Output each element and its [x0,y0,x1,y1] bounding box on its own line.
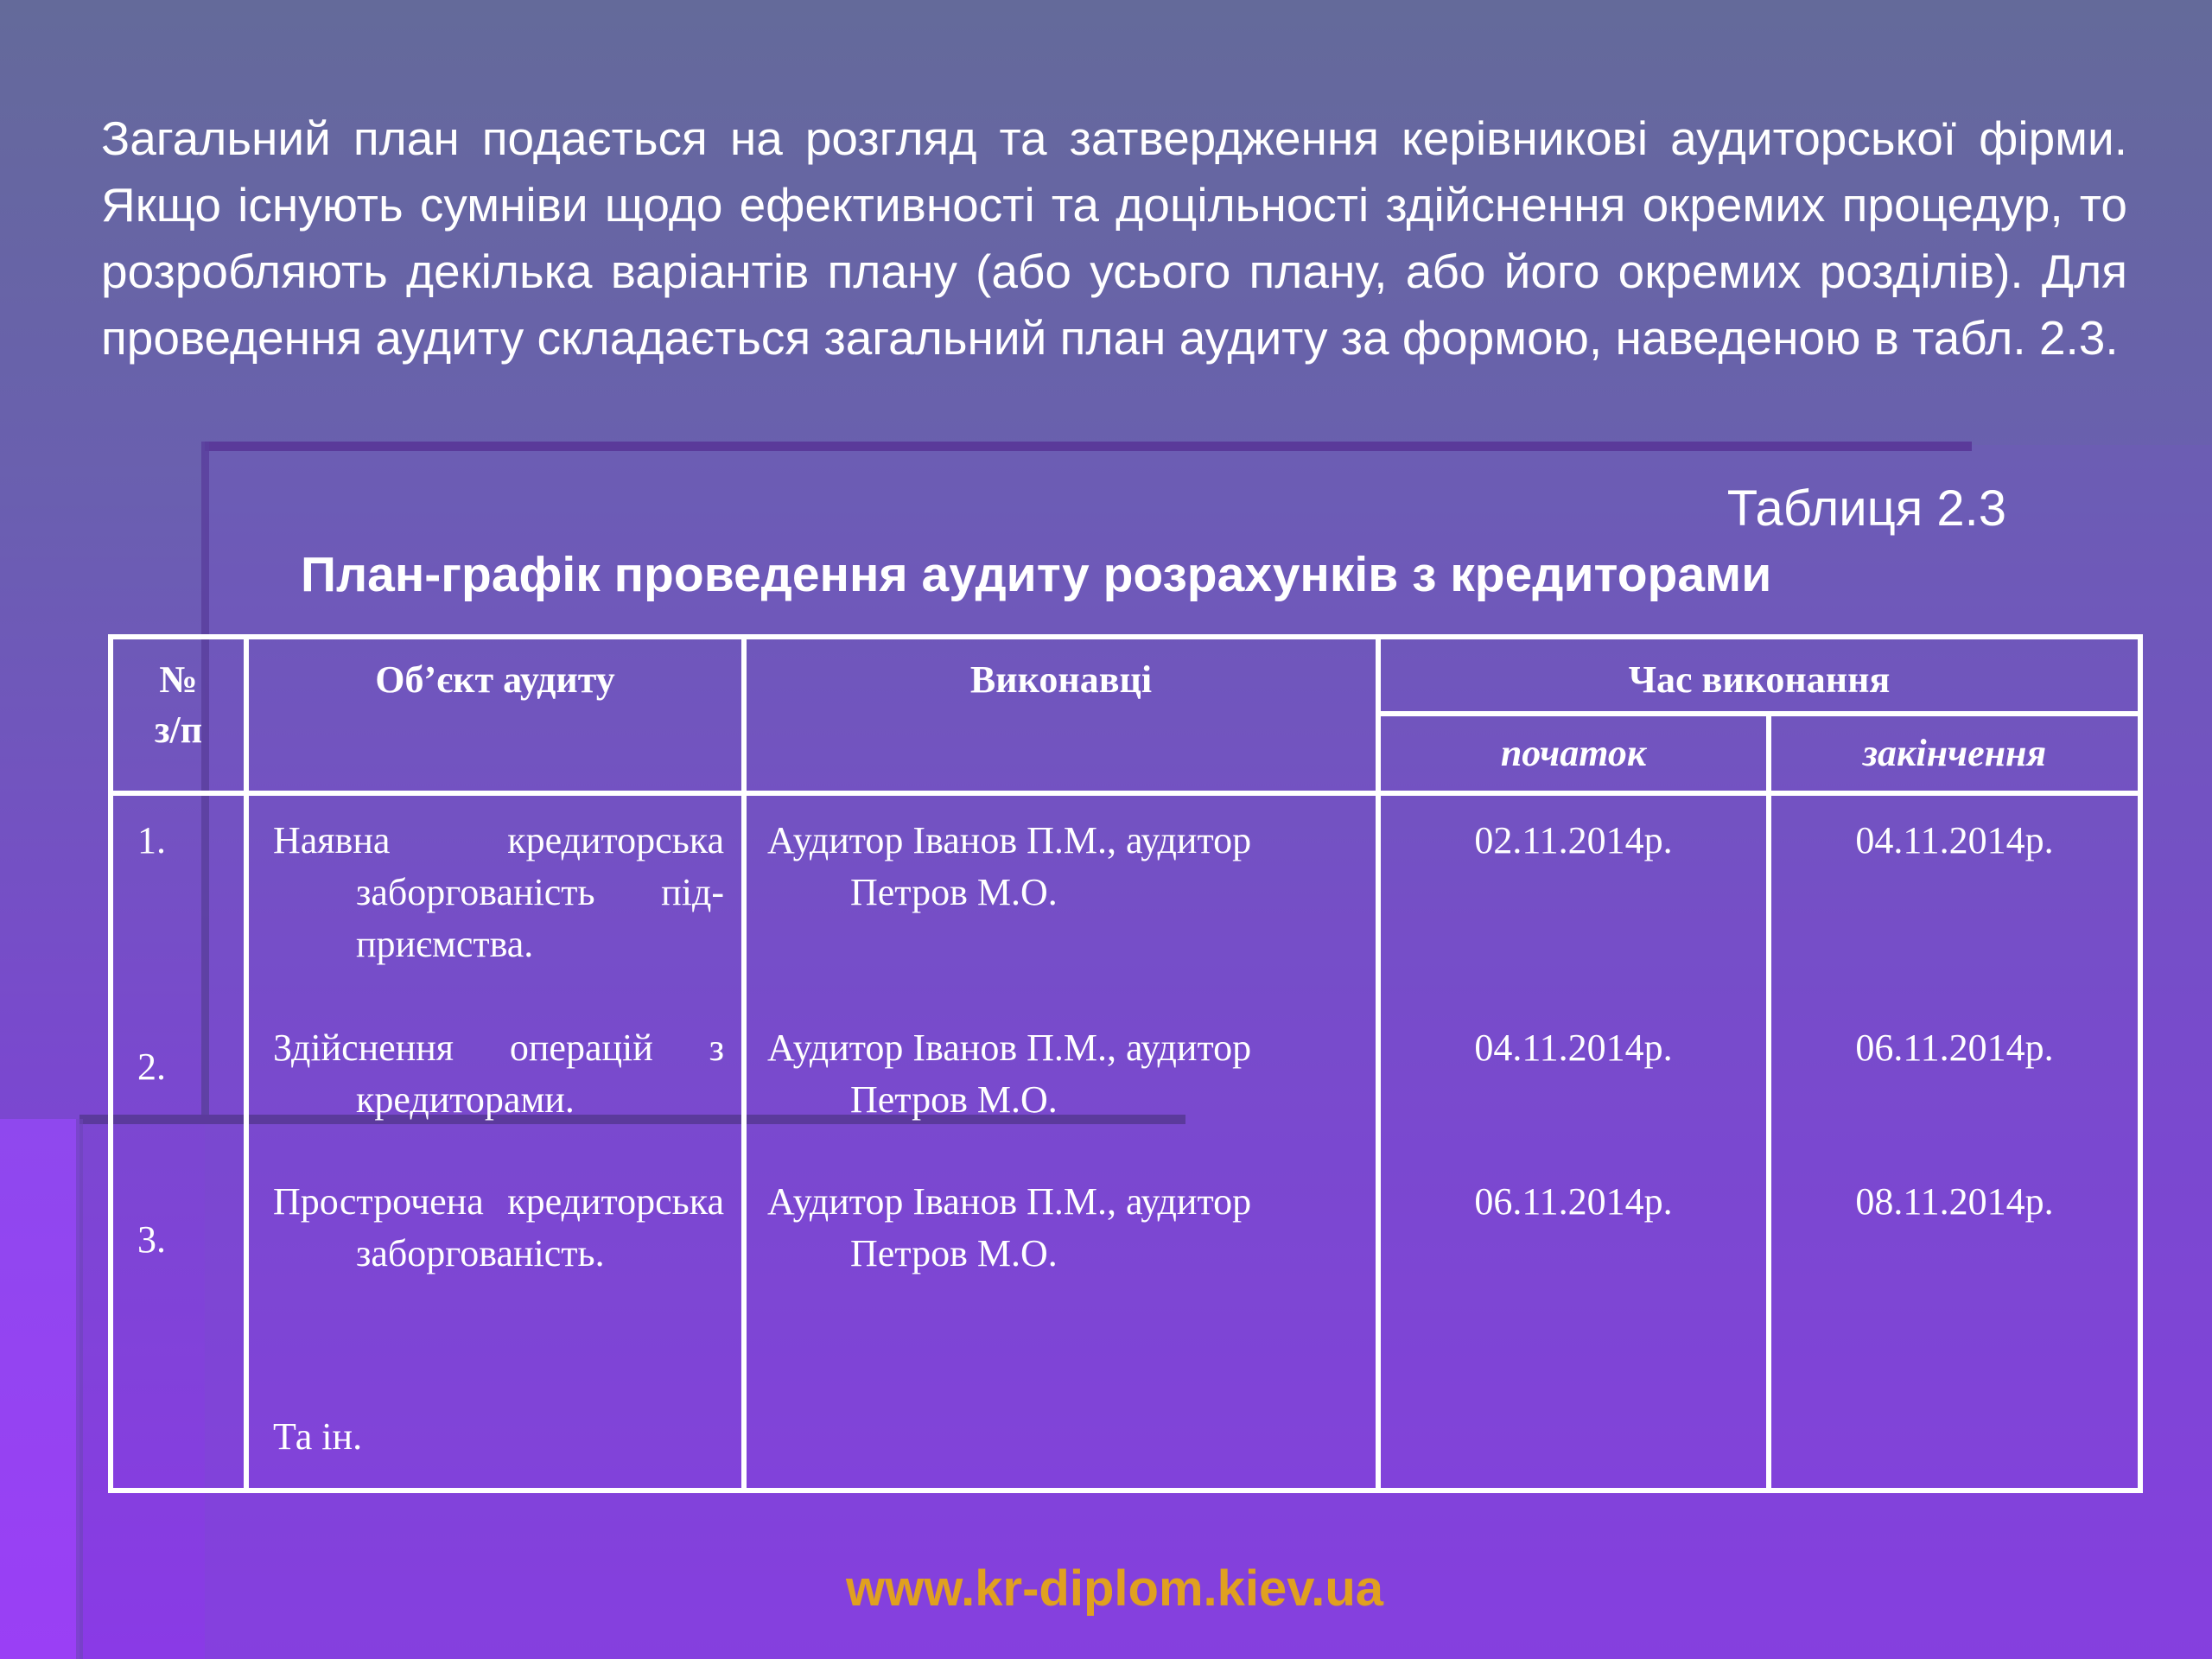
row-object-column [244,796,741,1488]
row-object: Наявна кредиторська заборгованість під-приємства. [273,819,724,965]
table-row [113,796,2138,1488]
row-object: Прострочена кредиторська заборгованість. [273,1180,724,1274]
row-start-column [1376,796,1766,1488]
header-num: № з/п [113,639,244,796]
row-num: 2. [137,1046,166,1088]
table-header-row [113,639,2138,716]
row-object: Здійснення операцій з кредиторами. [273,1027,724,1121]
table-title: План-графік проведення аудиту розрахунків з кредиторами [301,547,1772,602]
row-executors: Аудитор Іванов П.М., аудитор Петров М.О. [767,819,1252,913]
row-num: 1. [137,819,166,861]
header-time: Час виконання [1376,639,2138,716]
row-start-date: 02.11.2014р. [1474,819,1673,861]
row-executors: Аудитор Іванов П.М., аудитор Петров М.О. [767,1027,1252,1121]
row-num-column [113,796,244,1488]
row-end-date: 08.11.2014р. [1855,1180,2054,1223]
intro-paragraph: Загальний план подається на розгляд та затвердження керівникові аудиторської фірми. Якщо існують сумніви щодо ефективності та доцільності здійснення окремих процедур, то розробляють декілька варіантів плану (або усього плану, або його окремих розділів). Для проведення аудиту складається загальний план аудиту за формою, наведеною в табл. 2.3. [101,111,2127,365]
row-start-date: 06.11.2014р. [1474,1180,1673,1223]
row-executors-column [741,796,1376,1488]
decorative-line-top [205,442,1972,451]
row-etc: Та ін. [273,1415,363,1458]
row-end-date: 04.11.2014р. [1855,819,2054,861]
row-end-date: 06.11.2014р. [1855,1027,2054,1069]
header-object: Об’єкт аудиту [244,639,741,796]
footer-url: www.kr-diplom.kiev.ua [845,1560,1384,1617]
header-end: закінчення [1766,716,2138,796]
row-start-date: 04.11.2014р. [1474,1027,1673,1069]
table-label: Таблиця 2.3 [1726,480,2006,537]
row-end-column [1766,796,2138,1488]
audit-plan-table [108,634,2143,1493]
header-start: початок [1376,716,1766,796]
header-executors: Виконавці [741,639,1376,796]
row-executors: Аудитор Іванов П.М., аудитор Петров М.О. [767,1180,1252,1274]
row-num: 3. [137,1218,166,1261]
